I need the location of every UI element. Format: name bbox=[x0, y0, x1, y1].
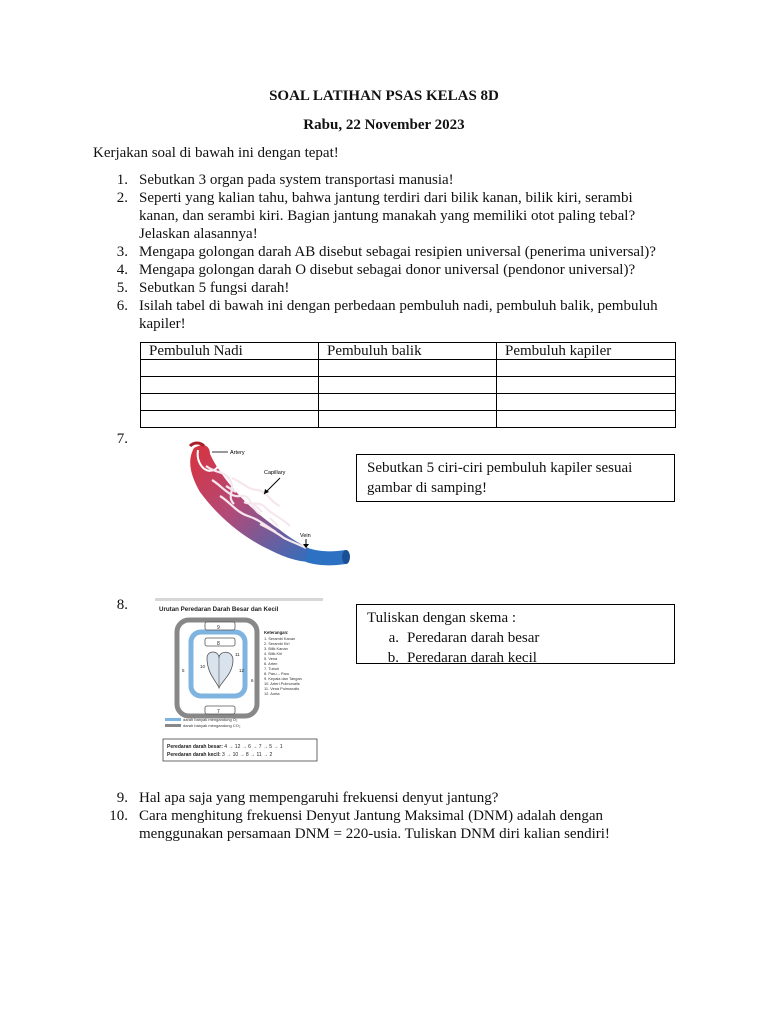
question-number: 6. bbox=[116, 298, 128, 314]
legend-item: 2. Serambi Kiri bbox=[264, 641, 290, 646]
table-row bbox=[141, 411, 676, 428]
key-o2: darah banyak mengandung O₂ bbox=[183, 717, 238, 722]
table-header-cell: Pembuluh Nadi bbox=[141, 343, 319, 360]
question-text: Sebutkan 3 organ pada system transportasi manusia! bbox=[139, 172, 454, 188]
legend-item: 7. Tubuh bbox=[264, 666, 280, 671]
question-text: Sebutkan 5 fungsi darah! bbox=[139, 280, 290, 296]
table-row bbox=[141, 360, 676, 377]
question-text: Jelaskan alasannya! bbox=[139, 226, 258, 242]
vessel-table bbox=[140, 342, 676, 428]
question-number: 1. bbox=[116, 172, 128, 188]
table-row bbox=[141, 394, 676, 411]
question-text: Mengapa golongan darah AB disebut sebagai resipien universal (penerima universal)? bbox=[139, 244, 656, 260]
list-text: Peredaran darah kecil bbox=[407, 650, 537, 666]
table-cell[interactable] bbox=[319, 360, 497, 377]
legend-item: 1. Serambi Kanan bbox=[264, 636, 296, 641]
table-cell[interactable] bbox=[497, 411, 676, 428]
table-cell[interactable] bbox=[319, 377, 497, 394]
figure-label-artery: Artery bbox=[230, 450, 245, 456]
table-cell[interactable] bbox=[141, 394, 319, 411]
question-number: 8. bbox=[116, 597, 128, 613]
circulation-figure bbox=[155, 598, 323, 764]
box-text-line: Sebutkan 5 ciri-ciri pembuluh kapiler sesuai bbox=[367, 460, 633, 476]
svg-text:9: 9 bbox=[217, 625, 220, 631]
question-number: 4. bbox=[116, 262, 128, 278]
list-item bbox=[367, 648, 664, 668]
table-cell[interactable] bbox=[319, 411, 497, 428]
table-cell[interactable] bbox=[141, 377, 319, 394]
table-cell[interactable] bbox=[497, 360, 676, 377]
list-item bbox=[367, 628, 664, 648]
legend-title: Keterangan: bbox=[264, 630, 289, 635]
page-title: SOAL LATIHAN PSAS KELAS 8D bbox=[269, 88, 499, 104]
small-circulation-seq: 3 → 10 → 8 → 11 → 2 bbox=[222, 752, 273, 758]
question-number: 7. bbox=[116, 431, 128, 447]
svg-text:11: 11 bbox=[235, 652, 240, 657]
svg-text:5: 5 bbox=[182, 668, 185, 673]
figure-label-vein: Vein bbox=[300, 533, 311, 539]
table-cell[interactable] bbox=[141, 360, 319, 377]
question-text: kanan, dan serambi kiri. Bagian jantung manakah yang memiliki otot paling tebal? bbox=[139, 208, 636, 224]
legend-item: 5. Vena bbox=[264, 656, 278, 661]
question-text: menggunakan persamaan DNM = 220-usia. Tuliskan DNM diri kalian sendiri! bbox=[139, 826, 610, 842]
table-header-row bbox=[141, 343, 676, 360]
list-letter: a. bbox=[388, 630, 399, 646]
table-cell[interactable] bbox=[319, 394, 497, 411]
legend-item: 12. Aorta bbox=[264, 691, 280, 696]
legend-item: 11. Vena Pulmonalis bbox=[264, 686, 300, 691]
question-text: Mengapa golongan darah O disebut sebagai donor universal (pendonor universal)? bbox=[139, 262, 636, 278]
question-text: Seperti yang kalian tahu, bahwa jantung terdiri dari bilik kanan, bilik kiri, serambi bbox=[139, 190, 633, 206]
legend-item: 3. Bilik Kanan bbox=[264, 646, 288, 651]
table-cell[interactable] bbox=[497, 377, 676, 394]
question-text: kapiler! bbox=[139, 316, 186, 332]
legend-item: 8. Paru – Paru bbox=[264, 671, 290, 676]
table-header-cell: Pembuluh kapiler bbox=[497, 343, 676, 360]
svg-text:Peredaran darah besar: 4 → 12 bbox=[167, 744, 283, 750]
q7-question-box bbox=[356, 454, 675, 502]
legend-item: 10. Arteri Pulmonalis bbox=[264, 681, 300, 686]
box-title: Tuliskan dengan skema : bbox=[367, 610, 517, 626]
small-circulation-label: Peredaran darah kecil: bbox=[167, 752, 221, 758]
page-date: Rabu, 22 November 2023 bbox=[303, 117, 465, 133]
question-number: 2. bbox=[116, 190, 128, 206]
question-number: 3. bbox=[116, 244, 128, 260]
question-number: 10. bbox=[109, 808, 128, 824]
key-co2: darah banyak mengandung CO₂ bbox=[183, 723, 241, 728]
svg-text:8: 8 bbox=[217, 641, 220, 647]
table-cell[interactable] bbox=[141, 411, 319, 428]
svg-text:7: 7 bbox=[217, 709, 220, 715]
question-number: 9. bbox=[116, 790, 128, 806]
q8-question-box bbox=[356, 604, 675, 664]
svg-text:6: 6 bbox=[251, 678, 254, 683]
svg-text:Peredaran darah kecil: 3 → 10 bbox=[167, 752, 272, 758]
question-text: Cara menghitung frekuensi Denyut Jantung Maksimal (DNM) adalah dengan bbox=[139, 808, 604, 824]
svg-text:10: 10 bbox=[200, 664, 206, 669]
figure-title: Urutan Peredaran Darah Besar dan Kecil bbox=[159, 606, 279, 613]
table-header-cell: Pembuluh balik bbox=[319, 343, 497, 360]
table-row bbox=[141, 377, 676, 394]
legend-item: 9. Kepala dan Tangan bbox=[264, 676, 302, 681]
svg-text:12: 12 bbox=[239, 668, 245, 673]
instruction-text: Kerjakan soal di bawah ini dengan tepat! bbox=[93, 145, 339, 161]
big-circulation-seq: 4 → 12 → 6 → 7 → 5 → 1 bbox=[224, 744, 283, 750]
figure-label-capillary: Capillary bbox=[264, 470, 286, 476]
question-text: Hal apa saja yang mempengaruhi frekuensi denyut jantung? bbox=[139, 790, 499, 806]
capillary-figure bbox=[160, 440, 355, 570]
list-text: Peredaran darah besar bbox=[407, 630, 540, 646]
list-letter: b. bbox=[387, 650, 399, 666]
legend-item: 4. Bilik Kiri bbox=[264, 651, 283, 656]
legend-item: 6. Arteri bbox=[264, 661, 278, 666]
big-circulation-label: Peredaran darah besar: bbox=[167, 744, 223, 750]
question-text: Isilah tabel di bawah ini dengan perbedaan pembuluh nadi, pembuluh balik, pembuluh bbox=[139, 298, 658, 314]
question-number: 5. bbox=[116, 280, 128, 296]
table-cell[interactable] bbox=[497, 394, 676, 411]
box-text-line: gambar di samping! bbox=[367, 480, 487, 496]
